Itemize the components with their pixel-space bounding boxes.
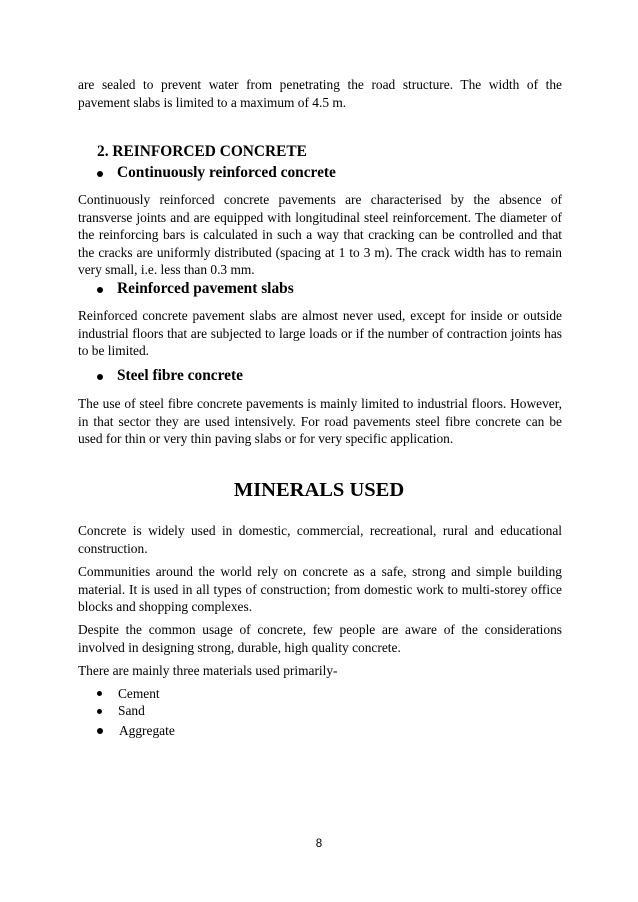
page-number: 8 — [315, 838, 323, 850]
slabs-paragraph: Reinforced concrete pavement slabs are almost never used, except for inside or outside industrial floors that are subjected to large loads or if the number of contraction joints has to be limited. — [78, 308, 562, 359]
subheading-steel-fibre — [97, 367, 243, 385]
list-item — [97, 685, 175, 703]
minerals-paragraph-1: Concrete is widely used in domestic, commercial, recreational, rural and educational construction. — [78, 523, 562, 556]
subheading-reinforced-slabs — [97, 280, 294, 298]
subheading-text: Steel fibre concrete — [117, 367, 243, 384]
list-item — [97, 722, 175, 740]
materials-list — [97, 685, 175, 740]
minerals-paragraph-3: Despite the common usage of concrete, few people are aware of the considerations involved in designing strong, durable, high quality concrete. — [78, 622, 562, 655]
bullet-icon — [97, 171, 103, 177]
bullet-icon — [97, 287, 103, 293]
list-item-text: Sand — [118, 703, 145, 719]
minerals-paragraph-2: Communities around the world rely on concrete as a safe, strong and simple building material. It is used in all types of construction; from domestic work to multi-storey office blocks and shopping complexes. — [78, 564, 562, 615]
subheading-text: Continuously reinforced concrete — [117, 164, 336, 181]
bullet-icon — [97, 709, 102, 714]
intro-paragraph: are sealed to prevent water from penetrating the road structure. The width of the pavement slabs is limited to a maximum of 4.5 m. — [78, 77, 562, 110]
bullet-icon — [97, 728, 103, 734]
continuous-paragraph: Continuously reinforced concrete pavements are characterised by the absence of transverse joints and are equipped with longitudinal steel reinforcement. The diameter of the reinforcing bars is calculated in such a way that cracking can be controlled and that the cracks are uniformly distributed (spacing at 1 to 3 m). The crack width has to remain very small, i.e. less than 0.3 mm. — [78, 192, 562, 278]
list-item — [97, 703, 175, 721]
bullet-icon — [97, 374, 103, 380]
fibre-paragraph: The use of steel fibre concrete pavements is mainly limited to industrial floors. However, in that sector they are used intensively. For road pavements steel fibre concrete can be used for thin or very thin paving slabs or for very specific application. — [78, 396, 562, 447]
list-item-text: Aggregate — [119, 722, 175, 738]
section-heading-reinforced-concrete: 2. REINFORCED CONCRETE — [97, 143, 307, 160]
subheading-text: Reinforced pavement slabs — [117, 280, 294, 297]
minerals-paragraph-4: There are mainly three materials used primarily- — [78, 663, 338, 678]
minerals-title: MINERALS USED — [233, 479, 405, 501]
list-item-text: Cement — [118, 685, 160, 701]
bullet-icon — [97, 691, 102, 696]
subheading-continuously-reinforced — [97, 164, 336, 182]
